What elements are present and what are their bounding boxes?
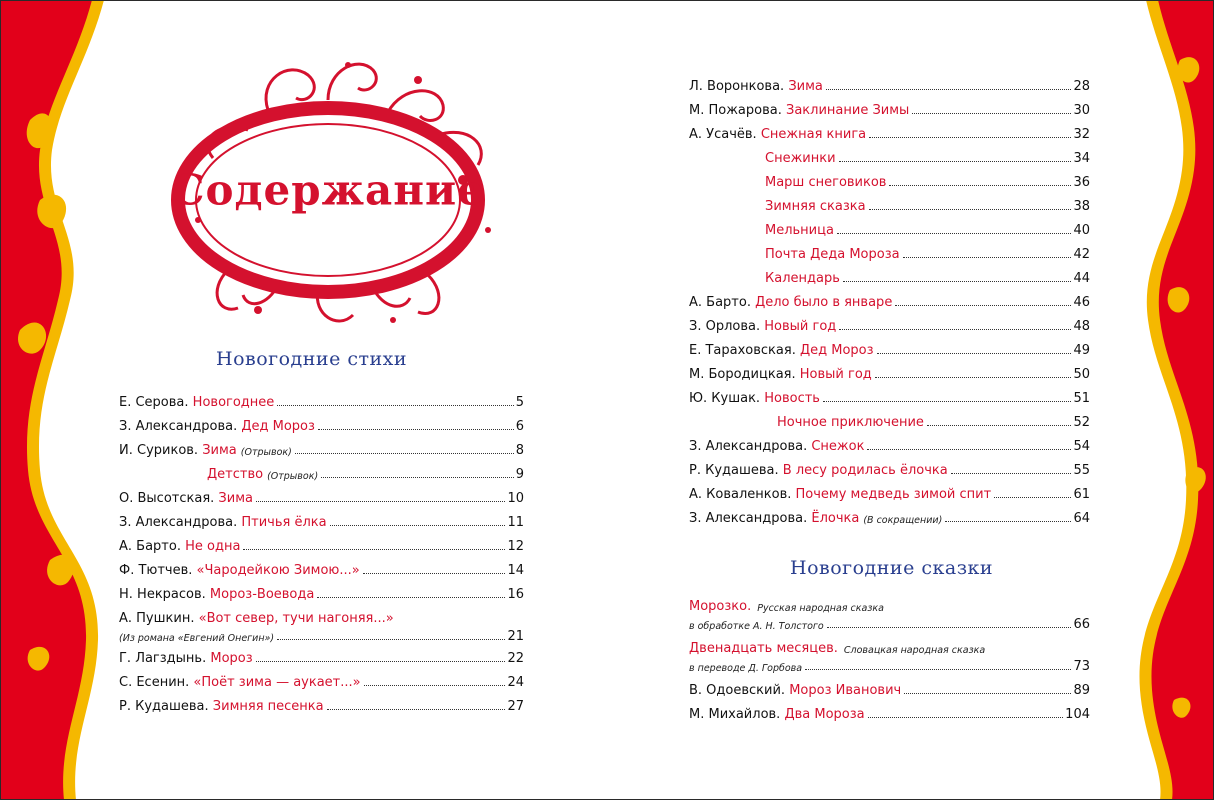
toc-entry-page: 42 [1073, 247, 1090, 262]
dot-leader [927, 425, 1072, 426]
toc-entry-title: Марш снеговиков [765, 175, 887, 190]
toc-entry[interactable] [119, 438, 524, 458]
toc-entry[interactable] [119, 414, 524, 434]
toc-entry-author: А. Коваленков. [689, 487, 792, 502]
toc-entry-author: О. Высотская. [119, 491, 215, 506]
toc-entry-author: А. Барто. [119, 539, 181, 554]
toc-entry-page: 11 [507, 515, 524, 530]
toc-right-column [689, 74, 1090, 534]
dot-leader [363, 573, 506, 574]
dot-leader [839, 161, 1072, 162]
toc-entry-page: 32 [1073, 127, 1090, 142]
toc-entry[interactable] [119, 462, 524, 482]
dot-leader [903, 257, 1072, 258]
toc-entry-title: Детство [207, 467, 264, 482]
toc-entry-author: М. Бородицкая. [689, 367, 796, 382]
toc-entry[interactable] [689, 678, 1090, 698]
right-ornamental-border [1130, 0, 1214, 800]
toc-entry-page: 10 [507, 491, 524, 506]
toc-tales-column [689, 594, 1090, 724]
dot-leader [904, 693, 1071, 694]
toc-entry-author: Ф. Тютчев. [119, 563, 193, 578]
toc-entry-title: Зима [788, 79, 823, 94]
toc-entry-title: Мороз Иванович [789, 683, 902, 698]
toc-entry[interactable] [689, 194, 1090, 214]
toc-entry-page: 6 [515, 419, 524, 434]
toc-entry-page: 61 [1073, 487, 1090, 502]
toc-entry[interactable] [689, 242, 1090, 262]
left-ornamental-border [0, 0, 120, 800]
toc-entry-page: 14 [507, 563, 524, 578]
toc-entry-page: 44 [1073, 271, 1090, 286]
toc-entry-page: 34 [1073, 151, 1090, 166]
toc-entry-title: «Вот север, тучи нагоняя...» [198, 611, 394, 626]
toc-entry-title: Мороз-Воевода [209, 587, 315, 602]
toc-entry[interactable] [689, 636, 1090, 656]
toc-entry[interactable] [689, 146, 1090, 166]
dot-leader [869, 137, 1071, 138]
toc-entry-author: С. Есенин. [119, 675, 190, 690]
dot-leader [327, 709, 506, 710]
toc-entry-page: 51 [1073, 391, 1090, 406]
toc-entry-page: 22 [507, 651, 524, 666]
toc-entry[interactable] [119, 646, 524, 666]
toc-entry-page: 64 [1073, 511, 1090, 526]
dot-leader [277, 405, 513, 406]
toc-entry-title: Мельница [765, 223, 834, 238]
toc-entry-page: 24 [507, 675, 524, 690]
toc-entry[interactable] [689, 74, 1090, 94]
dot-leader [827, 627, 1072, 628]
toc-entry[interactable] [689, 122, 1090, 142]
toc-entry-page: 21 [507, 629, 524, 644]
toc-entry-note: (Из романа «Евгений Онегин») [119, 633, 275, 644]
toc-entry-page: 27 [507, 699, 524, 714]
toc-entry-title: Новый год [799, 367, 872, 382]
toc-entry-note: Русская народная сказка [757, 603, 884, 614]
dot-leader [805, 669, 1071, 670]
toc-entry-title: Дело было в январе [755, 295, 893, 310]
toc-entry-page: 73 [1073, 659, 1090, 674]
toc-entry-title: Зима [218, 491, 253, 506]
toc-entry-author: З. Орлова. [689, 319, 761, 334]
toc-entry-page: 38 [1073, 199, 1090, 214]
toc-entry-page: 54 [1073, 439, 1090, 454]
toc-entry-title: Снежок [811, 439, 865, 454]
toc-entry-title: Двенадцать месяцев. [689, 641, 838, 656]
toc-entry-title: Ёлочка [811, 511, 860, 526]
section-heading-tales: Новогодние сказки [790, 557, 994, 579]
toc-entry-page: 8 [515, 443, 524, 458]
toc-entry-title: Зима [202, 443, 237, 458]
toc-entry-page: 52 [1073, 415, 1090, 430]
toc-entry-continuation [689, 654, 1090, 674]
toc-entry-title: Новость [764, 391, 820, 406]
dot-leader [317, 597, 505, 598]
toc-entry-author: З. Александрова. [689, 511, 808, 526]
dot-leader [243, 549, 505, 550]
toc-entry-author: З. Александрова. [119, 515, 238, 530]
dot-leader [826, 89, 1072, 90]
toc-entry-author: В. Одоевский. [689, 683, 786, 698]
toc-entry-page: 50 [1073, 367, 1090, 382]
toc-entry-title: Заклинание Зимы [786, 103, 910, 118]
toc-entry-author: Л. Воронкова. [689, 79, 785, 94]
dot-leader [318, 429, 514, 430]
toc-entry-title: Мороз [210, 651, 253, 666]
toc-entry[interactable] [689, 410, 1090, 430]
toc-entry-author: А. Барто. [689, 295, 751, 310]
toc-entry[interactable] [689, 458, 1090, 478]
toc-entry[interactable] [689, 266, 1090, 286]
toc-entry-author: Е. Серова. [119, 395, 189, 410]
dot-leader [867, 449, 1071, 450]
dot-leader [295, 453, 514, 454]
toc-entry[interactable] [119, 558, 524, 578]
toc-entry-title: Снежинки [765, 151, 836, 166]
dot-leader [945, 521, 1071, 522]
toc-entry-page: 28 [1073, 79, 1090, 94]
toc-entry-author: А. Усачёв. [689, 127, 757, 142]
toc-entry-page: 36 [1073, 175, 1090, 190]
toc-entry-title: Календарь [765, 271, 840, 286]
dot-leader [895, 305, 1071, 306]
toc-entry[interactable] [689, 482, 1090, 502]
toc-entry-title: «Чародейкою Зимою...» [196, 563, 360, 578]
toc-entry-author: М. Михайлов. [689, 707, 781, 722]
toc-entry-title: Два Мороза [784, 707, 865, 722]
toc-entry-note: (В сокращении) [863, 515, 943, 526]
toc-entry-page: 66 [1073, 617, 1090, 632]
toc-entry-title: Зимняя сказка [765, 199, 866, 214]
toc-entry-author: Н. Некрасов. [119, 587, 206, 602]
toc-entry-title: Птичья ёлка [241, 515, 327, 530]
toc-entry[interactable] [119, 694, 524, 714]
toc-entry[interactable] [689, 98, 1090, 118]
dot-leader [256, 661, 506, 662]
toc-entry[interactable] [119, 510, 524, 530]
toc-entry-author: И. Суриков. [119, 443, 199, 458]
toc-entry-author: Р. Кудашева. [689, 463, 779, 478]
toc-entry[interactable] [689, 170, 1090, 190]
dot-leader [889, 185, 1071, 186]
toc-entry-page: 104 [1065, 707, 1090, 722]
toc-entry-page: 12 [507, 539, 524, 554]
toc-entry-title: «Поёт зима — аукает...» [193, 675, 361, 690]
toc-entry-author: Е. Тараховская. [689, 343, 796, 358]
dot-leader [839, 329, 1071, 330]
toc-entry[interactable] [689, 290, 1090, 310]
toc-entry-page: 89 [1073, 683, 1090, 698]
dot-leader [869, 209, 1072, 210]
toc-entry[interactable] [119, 606, 524, 626]
toc-entry[interactable] [689, 362, 1090, 382]
toc-entry[interactable] [689, 338, 1090, 358]
dot-leader [877, 353, 1072, 354]
toc-entry-note: в переводе Д. Горбова [689, 663, 803, 674]
toc-entry-author: Ю. Кушак. [689, 391, 761, 406]
toc-entry-page: 16 [507, 587, 524, 602]
toc-entry-page: 48 [1073, 319, 1090, 334]
toc-entry[interactable] [689, 702, 1090, 722]
toc-entry[interactable] [689, 434, 1090, 454]
toc-entry[interactable] [119, 534, 524, 554]
toc-entry-page: 49 [1073, 343, 1090, 358]
toc-entry-title: Снежная книга [760, 127, 867, 142]
dot-leader [843, 281, 1072, 282]
toc-entry-title: Почта Деда Мороза [765, 247, 900, 262]
title-emblem [118, 40, 538, 340]
toc-entry-page: 9 [515, 467, 524, 482]
dot-leader [330, 525, 506, 526]
toc-entry[interactable] [689, 314, 1090, 334]
dot-leader [912, 113, 1071, 114]
dot-leader [256, 501, 505, 502]
dot-leader [951, 473, 1072, 474]
toc-entry[interactable] [119, 582, 524, 602]
toc-entry-title: Морозко. [689, 599, 752, 614]
page-title: Содержание [171, 165, 485, 215]
toc-entry-author: З. Александрова. [119, 419, 238, 434]
toc-entry[interactable] [119, 486, 524, 506]
toc-entry-title: Не одна [185, 539, 241, 554]
toc-entry-title: Дед Мороз [799, 343, 874, 358]
dot-leader [277, 639, 505, 640]
toc-entry-page: 46 [1073, 295, 1090, 310]
toc-entry-note: (Отрывок) [240, 447, 292, 458]
toc-entry-note: (Отрывок) [267, 471, 319, 482]
dot-leader [364, 685, 506, 686]
dot-leader [321, 477, 514, 478]
dot-leader [837, 233, 1072, 234]
dot-leader [875, 377, 1072, 378]
toc-entry-title: Ночное приключение [777, 415, 924, 430]
toc-entry-author: Г. Лагздынь. [119, 651, 207, 666]
toc-entry-note: в обработке А. Н. Толстого [689, 621, 824, 632]
dot-leader [868, 717, 1064, 718]
toc-entry[interactable] [119, 390, 524, 410]
toc-entry-continuation [689, 612, 1090, 632]
toc-entry-author: З. Александрова. [689, 439, 808, 454]
toc-entry-title: Дед Мороз [241, 419, 315, 434]
toc-entry-title: Новый год [764, 319, 837, 334]
toc-entry[interactable] [689, 506, 1090, 526]
dot-leader [823, 401, 1072, 402]
toc-entry-author: Р. Кудашева. [119, 699, 209, 714]
toc-entry-author: А. Пушкин. [119, 611, 195, 626]
toc-entry-title: Зимняя песенка [212, 699, 324, 714]
toc-entry-page: 40 [1073, 223, 1090, 238]
toc-entry-title: Новогоднее [192, 395, 275, 410]
toc-entry-note: Словацкая народная сказка [843, 645, 986, 656]
toc-entry[interactable] [689, 218, 1090, 238]
dot-leader [994, 497, 1071, 498]
toc-entry-author: М. Пожарова. [689, 103, 782, 118]
section-heading-poems: Новогодние стихи [216, 348, 408, 370]
toc-entry[interactable] [119, 670, 524, 690]
toc-entry-title: В лесу родилась ёлочка [782, 463, 948, 478]
toc-entry-page: 5 [515, 395, 524, 410]
toc-entry-page: 55 [1073, 463, 1090, 478]
toc-entry[interactable] [689, 594, 1090, 614]
toc-left-column [119, 390, 524, 720]
toc-entry-title: Почему медведь зимой спит [795, 487, 992, 502]
toc-entry-continuation [119, 624, 524, 644]
toc-entry-page: 30 [1073, 103, 1090, 118]
toc-entry[interactable] [689, 386, 1090, 406]
